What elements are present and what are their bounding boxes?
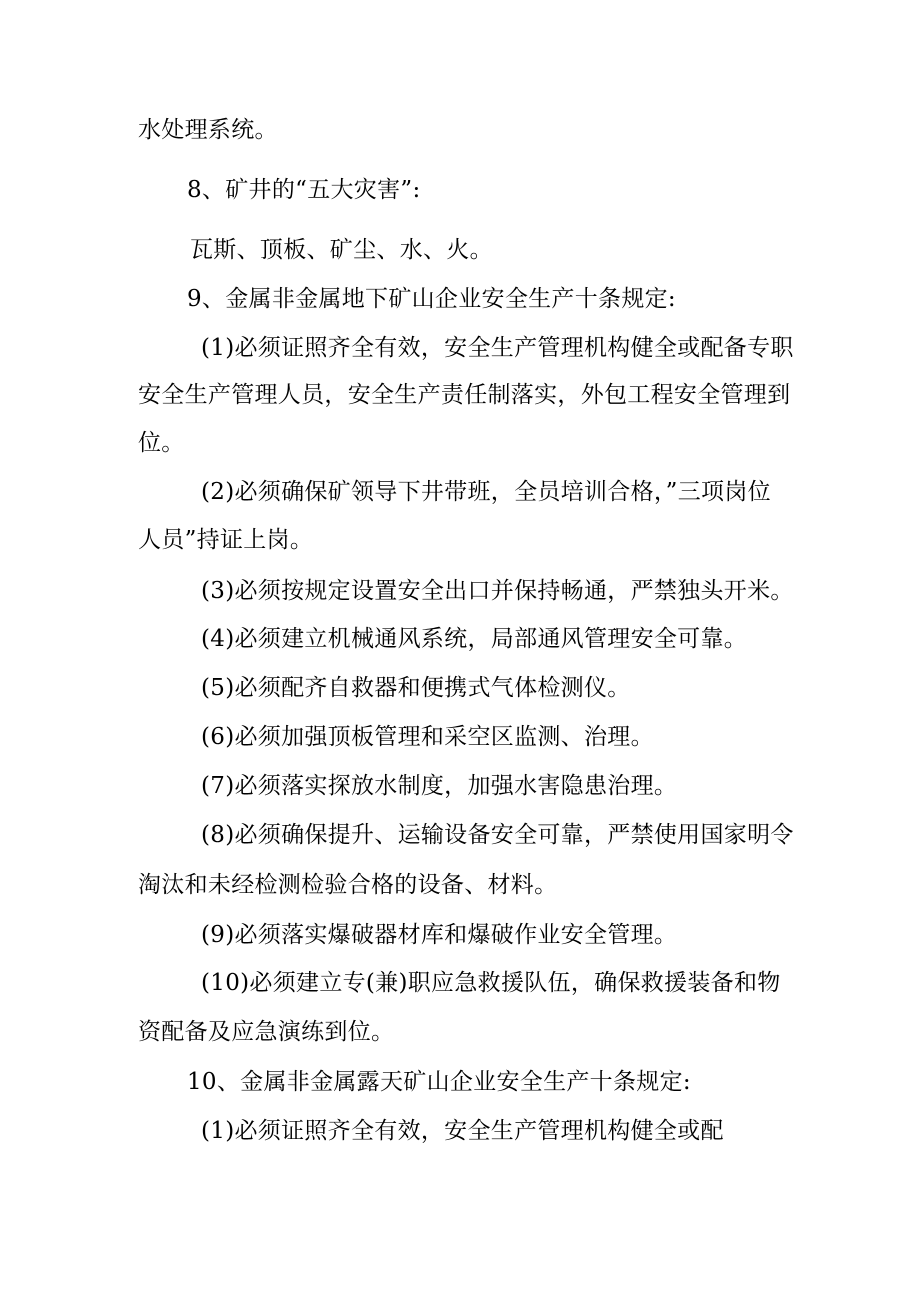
text-line: 资配备及应急演练到位。	[138, 1019, 395, 1045]
text-line: 水处理系统。	[138, 117, 278, 143]
text-line: 位。	[138, 430, 185, 456]
text-line: 淘汰和未经检测检验合格的设备、材料。	[138, 872, 558, 898]
list-item: (9)必须落实爆破器材库和爆破作业安全管理。	[201, 922, 678, 948]
section-heading: 10、金属非金属露天矿山企业安全生产十条规定:	[187, 1069, 691, 1095]
text-line: 瓦斯、顶板、矿尘、水、火。	[190, 237, 493, 263]
section-heading: 9、金属非金属地下矿山企业安全生产十条规定:	[187, 286, 676, 312]
list-item: (6)必须加强顶板管理和采空区监测、治理。	[201, 724, 654, 750]
list-item: (3)必须按规定设置安全出口并保持畅通，严禁独头开米。	[201, 578, 794, 604]
list-item: (1)必须证照齐全有效，安全生产管理机构健全或配	[201, 1118, 724, 1144]
list-item: (2)必须确保矿领导下井带班，全员培训合格，”三项岗位	[201, 479, 771, 505]
list-item: (1)必须证照齐全有效，安全生产管理机构健全或配备专职	[201, 335, 794, 361]
text-line: 人员”持证上岗。	[138, 527, 314, 553]
list-item: (4)必须建立机械通风系统，局部通风管理安全可靠。	[201, 626, 748, 652]
list-item: (7)必须落实探放水制度，加强水害隐患治理。	[201, 773, 678, 799]
list-item: (8)必须确保提升、运输设备安全可靠，严禁使用国家明令	[201, 822, 794, 848]
list-item: (10)必须建立专(兼)职应急救援队伍，确保救援装备和物	[201, 970, 781, 996]
list-item: (5)必须配齐自救器和便携式气体检测仪。	[201, 675, 631, 701]
text-line: 安全生产管理人员，安全生产责任制落实，外包工程安全管理到	[138, 382, 791, 408]
section-heading: 8、矿井的“五大灾害”:	[187, 177, 421, 203]
